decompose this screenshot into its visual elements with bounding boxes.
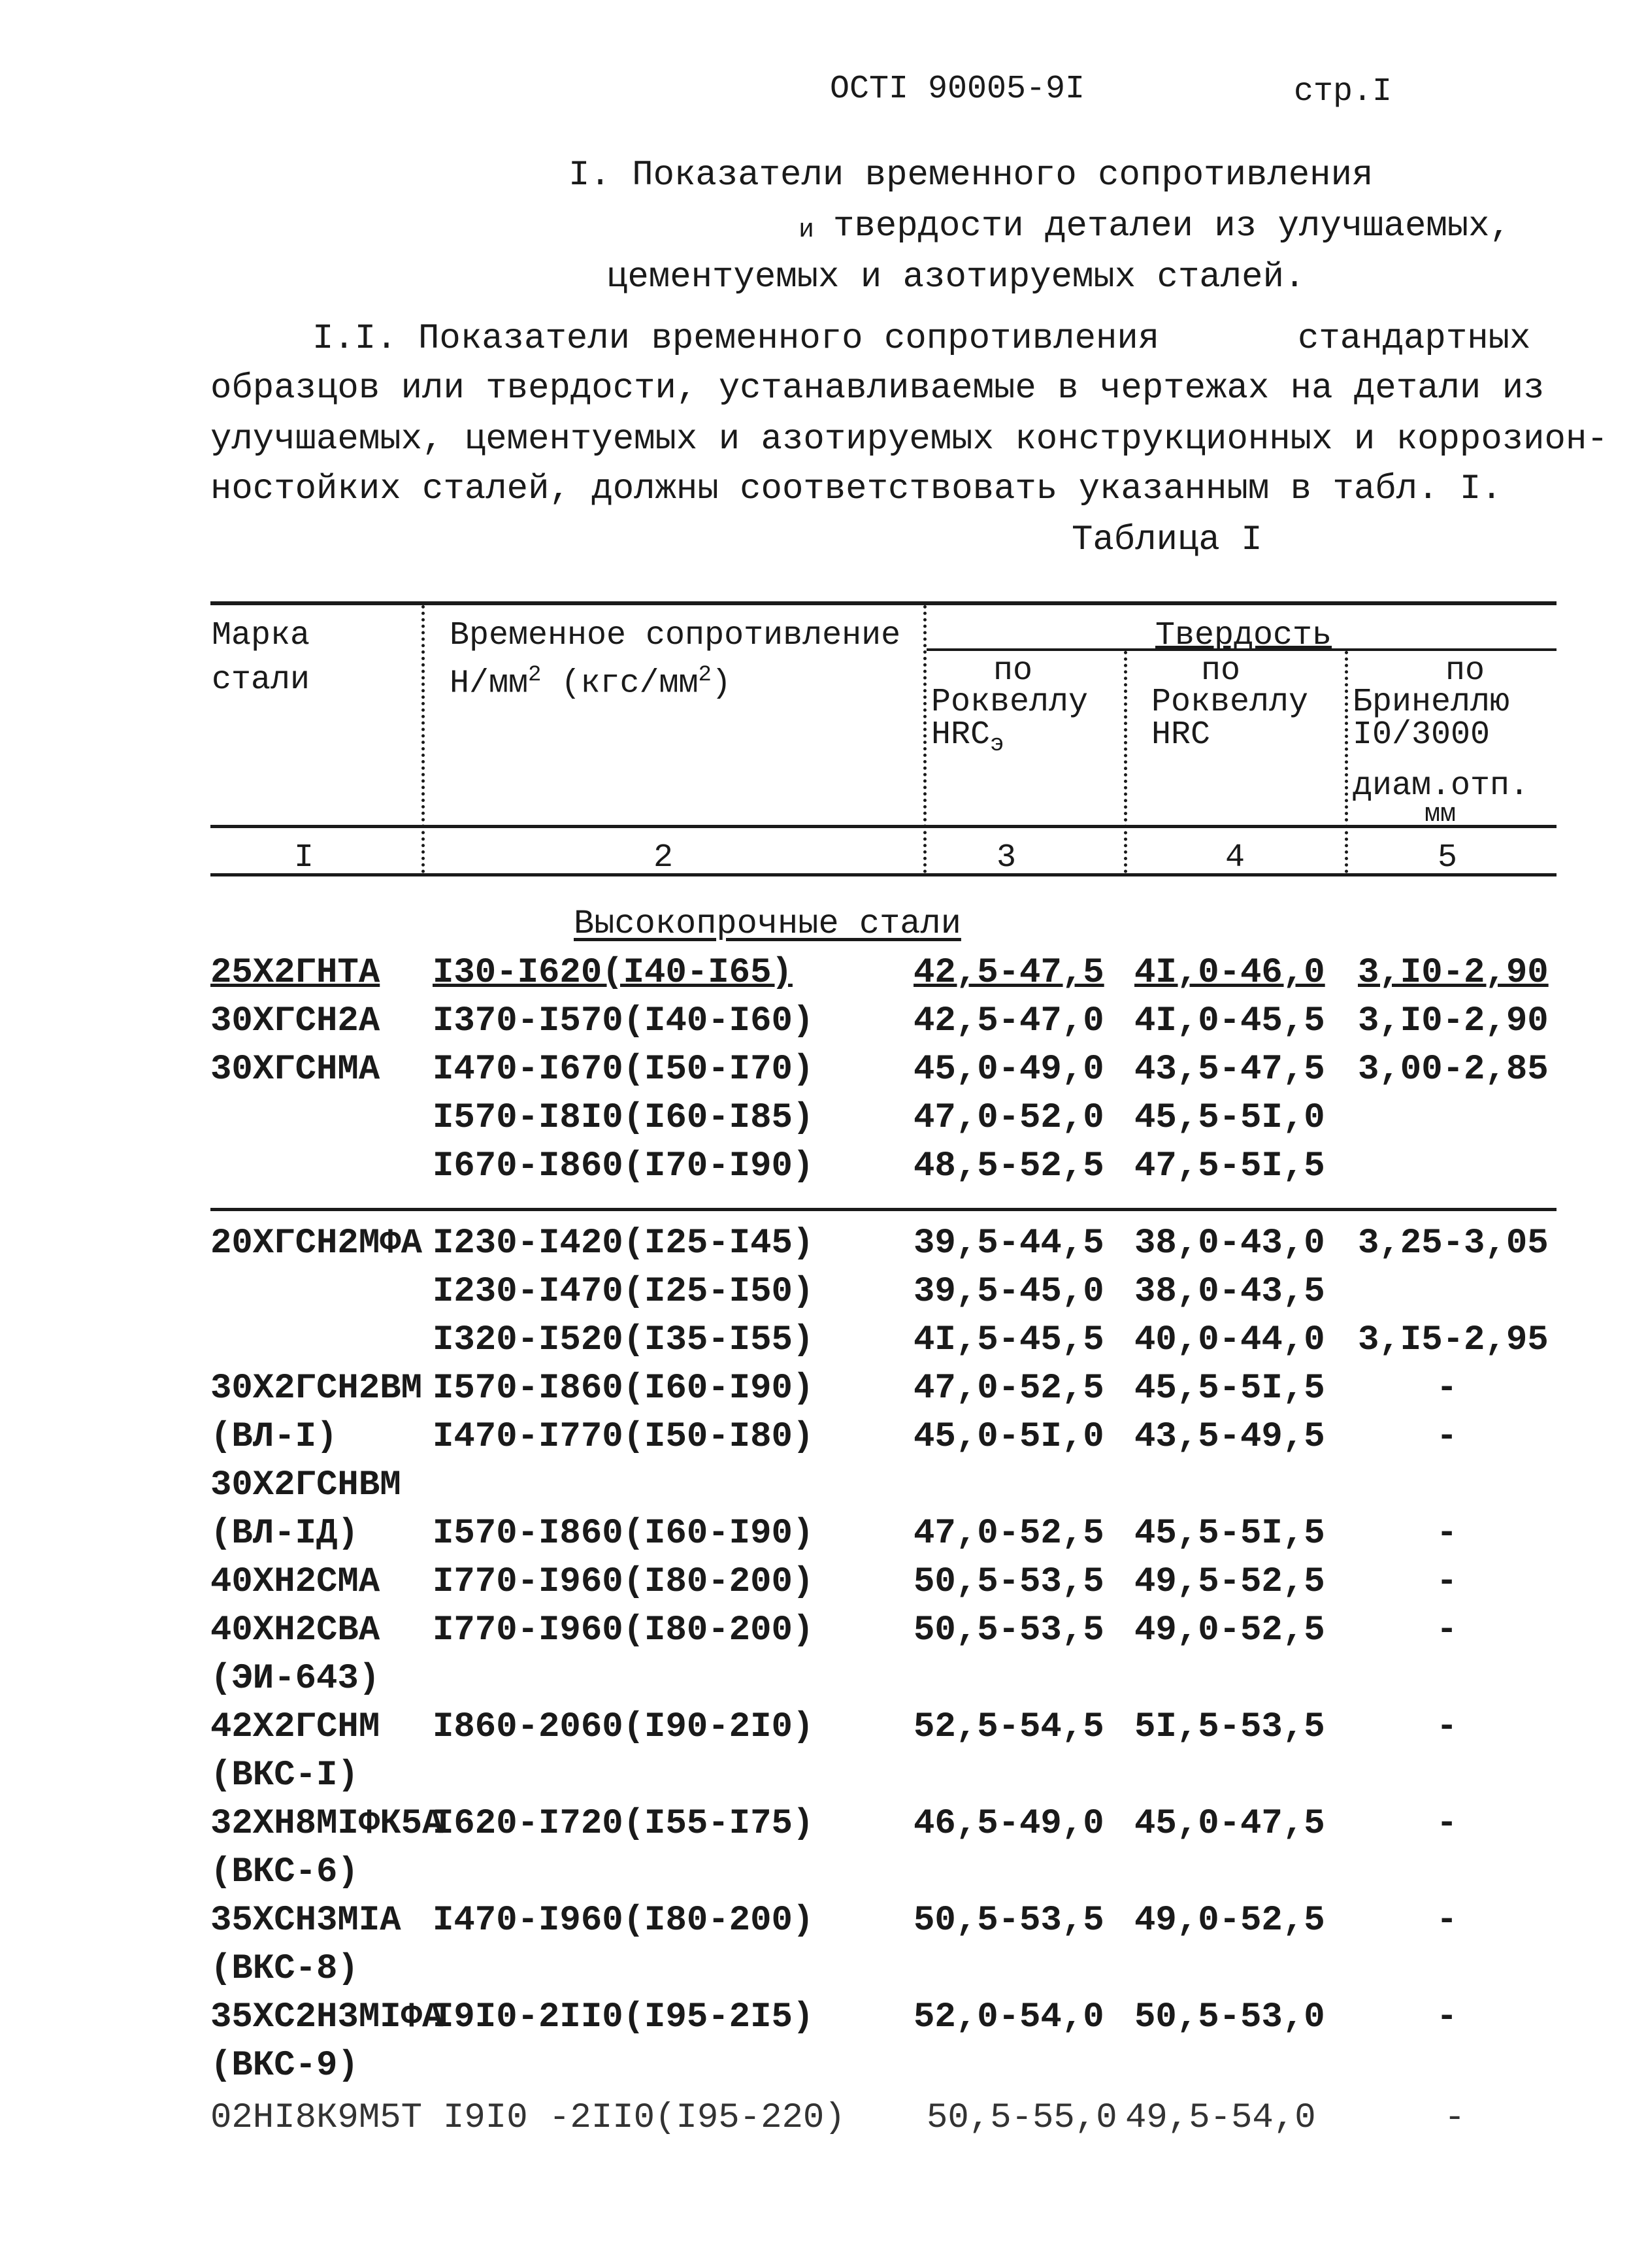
grade-cell: 42Х2ГСНМ: [210, 1707, 380, 1747]
brinell-cell: 3,I5-2,95: [1358, 1320, 1549, 1360]
hrce-cell: 50,5-55,0: [927, 2098, 1117, 2138]
unit-sup-1: 2: [528, 663, 542, 688]
col-number-2: 2: [653, 839, 674, 876]
page-number: стр.I: [1294, 73, 1392, 110]
brinell-cell: 3,00-2,85: [1358, 1050, 1549, 1090]
brinell-cell: -: [1436, 1901, 1458, 1941]
header-hardness: Твердость: [1155, 617, 1332, 654]
brinell-cell: -: [1436, 1514, 1458, 1554]
hrce-cell: 42,5-47,0: [914, 1001, 1104, 1041]
unit-sup-2: 2: [698, 663, 712, 688]
col-divider-3: [1124, 651, 1127, 873]
header-grade-1: Марка: [212, 617, 310, 654]
hrce-cell: 50,5-53,5: [914, 1562, 1104, 1602]
strength-cell: I670-I860(I70-I90): [433, 1146, 814, 1186]
grade-cell: (ВКС-I): [210, 1756, 359, 1795]
header-strength-units: [450, 663, 731, 703]
grade-cell: 02НI8К9М5Т: [210, 2098, 423, 2138]
grade-cell: (ВКС-6): [210, 1852, 359, 1892]
grade-cell: (ВЛ-I): [210, 1417, 338, 1457]
header-brinell-5: мм: [1425, 800, 1457, 829]
grade-cell: 32ХН8МIФК5А: [210, 1804, 444, 1844]
brinell-cell: -: [1436, 1417, 1458, 1457]
strength-cell: I30-I620(I40-I65): [433, 953, 793, 993]
header-bottom-rule: [210, 825, 1557, 828]
unit-nmm: Н/мм: [450, 665, 529, 703]
section-title-line1: I. Показатели временного сопротивления: [568, 156, 1374, 195]
hrce-cell: 50,5-53,5: [914, 1610, 1104, 1650]
hrc-cell: 47,5-5I,5: [1134, 1146, 1325, 1186]
hrc-cell: 49,5-54,0: [1125, 2098, 1316, 2138]
strength-cell: I470-I670(I50-I70): [433, 1050, 814, 1090]
hrc-cell: 4I,0-45,5: [1134, 1001, 1325, 1041]
strength-cell: I620-I720(I55-I75): [433, 1804, 814, 1844]
hrce-cell: 52,5-54,5: [914, 1707, 1104, 1747]
hrc-cell: 49,0-52,5: [1134, 1610, 1325, 1650]
header-hrc-3: НRС: [1151, 716, 1211, 754]
header-hrce-2: Роквеллу: [931, 684, 1089, 721]
brinell-cell: 3,I0-2,90: [1358, 1001, 1549, 1041]
strength-cell: I770-I960(I80-200): [433, 1610, 814, 1650]
hrc-cell: 38,0-43,0: [1134, 1224, 1325, 1263]
col-number-5: 5: [1438, 839, 1458, 876]
strength-cell: I570-I860(I60-I90): [433, 1514, 814, 1554]
grade-cell: 40ХН2СВА: [210, 1610, 380, 1650]
header-strength-1: Временное сопротивление: [450, 617, 901, 654]
strength-cell: I860-2060(I90-2I0): [433, 1707, 814, 1747]
brinell-cell: -: [1436, 1610, 1458, 1650]
strength-cell: I320-I520(I35-I55): [433, 1320, 814, 1360]
paragraph-line2: образцов или твердости, устанавливаемые в чертежах на детали из: [210, 369, 1545, 409]
hrce-cell: 4I,5-45,5: [914, 1320, 1104, 1360]
col-divider-1: [421, 605, 425, 873]
hrc-cell: 45,5-5I,5: [1134, 1514, 1325, 1554]
unit-close: ): [711, 665, 731, 703]
paragraph-line1b: стандартных: [1298, 319, 1531, 359]
brinell-cell: 3,I0-2,90: [1358, 953, 1549, 993]
strength-cell: I470-I770(I50-I80): [433, 1417, 814, 1457]
grade-cell: (ЭИ-643): [210, 1659, 380, 1699]
hrc-cell: 45,5-5I,5: [1134, 1369, 1325, 1409]
grade-cell: (ВКС-9): [210, 2046, 359, 2086]
header-brinell-2: Бринеллю: [1353, 684, 1510, 721]
hrc-cell: 5I,5-53,5: [1134, 1707, 1325, 1747]
brinell-cell: -: [1436, 1804, 1458, 1844]
grade-cell: 30Х2ГСН2ВМ: [210, 1369, 423, 1409]
table-top-rule: [210, 601, 1557, 605]
brinell-cell: -: [1436, 1707, 1458, 1747]
hrce-cell: 47,0-52,5: [914, 1514, 1104, 1554]
brinell-cell: -: [1444, 2098, 1466, 2138]
hrc-cell: 45,0-47,5: [1134, 1804, 1325, 1844]
col-divider-4: [1345, 651, 1348, 873]
hrc-cell: 43,5-49,5: [1134, 1417, 1325, 1457]
grade-cell: 40ХН2СМА: [210, 1562, 380, 1602]
hrc-cell: 38,0-43,5: [1134, 1272, 1325, 1312]
paragraph-line3: улучшаемых, цементуемых и азотируемых конструкционных и коррозион-: [210, 420, 1608, 459]
strength-cell: I570-I8I0(I60-I85): [433, 1098, 814, 1138]
grade-cell: 35ХС2Н3МIФА: [210, 1997, 444, 2037]
strength-cell: I9I0 -2II0(I95-220): [443, 2098, 846, 2138]
hrce-cell: 47,0-52,0: [914, 1098, 1104, 1138]
hrce-cell: 45,0-49,0: [914, 1050, 1104, 1090]
header-hrc-2: Роквеллу: [1151, 684, 1309, 721]
hrce-cell: 47,0-52,5: [914, 1369, 1104, 1409]
col-number-3: 3: [997, 839, 1017, 876]
hrce-cell: 39,5-44,5: [914, 1224, 1104, 1263]
grade-cell: 35ХСН3МIА: [210, 1901, 401, 1941]
strength-cell: I770-I960(I80-200): [433, 1562, 814, 1602]
hrce-cell: 42,5-47,5: [914, 953, 1104, 993]
grade-cell: 30ХГСНМА: [210, 1050, 380, 1090]
hrce-cell: 39,5-45,0: [914, 1272, 1104, 1312]
brinell-cell: 3,25-3,05: [1358, 1224, 1549, 1263]
document-code: ОСТI 90005-9I: [830, 71, 1085, 108]
header-hrce-1: по: [993, 652, 1033, 690]
hrc-cell: 50,5-53,0: [1134, 1997, 1325, 2037]
col-divider-2: [923, 605, 927, 873]
strength-cell: I230-I420(I25-I45): [433, 1224, 814, 1263]
hrc-cell: 49,5-52,5: [1134, 1562, 1325, 1602]
section-label: Высокопрочные стали: [574, 905, 961, 943]
col-number-4: 4: [1225, 839, 1245, 876]
paragraph-line4: ностойких сталей, должны соответствовать указанным в табл. I.: [210, 469, 1502, 509]
hrce-cell: 45,0-5I,0: [914, 1417, 1104, 1457]
hrce-cell: 48,5-52,5: [914, 1146, 1104, 1186]
section-title-line3: цементуемых и азотируемых сталей.: [606, 258, 1306, 297]
header-brinell-1: по: [1445, 652, 1485, 690]
hrce-cell: 50,5-53,5: [914, 1901, 1104, 1941]
brinell-cell: -: [1436, 1997, 1458, 2037]
grade-cell: 20ХГСН2МФА: [210, 1224, 423, 1263]
hrce-cell: 52,0-54,0: [914, 1997, 1104, 2037]
strength-cell: I570-I860(I60-I90): [433, 1369, 814, 1409]
header-brinell-4: диам.отп.: [1353, 767, 1530, 805]
grade-cell: 25Х2ГНТА: [210, 953, 380, 993]
header-hrc-1: по: [1201, 652, 1241, 690]
section-title-line2: твердости деталеи из улучшаемых,: [833, 207, 1511, 246]
header-hrce-3: [931, 716, 1004, 758]
strength-cell: I370-I570(I40-I60): [433, 1001, 814, 1041]
strength-cell: I470-I960(I80-200): [433, 1901, 814, 1941]
hrc-cell: 45,5-5I,0: [1134, 1098, 1325, 1138]
hrce-sub: э: [990, 731, 1004, 758]
grade-cell: 30ХГСН2А: [210, 1001, 380, 1041]
header-grade-2: стали: [212, 661, 310, 699]
hrce-label: НRС: [931, 716, 991, 754]
hrc-cell: 49,0-52,5: [1134, 1901, 1325, 1941]
strength-cell: I9I0-2II0(I95-2I5): [433, 1997, 814, 2037]
col-number-rule: [210, 873, 1557, 876]
col-number-1: I: [294, 839, 314, 876]
grade-cell: 30Х2ГСНВМ: [210, 1465, 401, 1505]
grade-cell: (ВЛ-IД): [210, 1514, 359, 1554]
brinell-cell: -: [1436, 1562, 1458, 1602]
section-title-prefix: и: [799, 216, 815, 245]
hrc-cell: 40,0-44,0: [1134, 1320, 1325, 1360]
paragraph-line1a: I.I. Показатели временного сопротивления: [312, 319, 1160, 359]
strength-cell: I230-I470(I25-I50): [433, 1272, 814, 1312]
table-label: Таблица I: [1072, 520, 1262, 560]
unit-kgs: (кгс/мм: [541, 665, 699, 703]
header-brinell-3: I0/3000: [1353, 716, 1491, 754]
hrc-cell: 43,5-47,5: [1134, 1050, 1325, 1090]
hrc-cell: 4I,0-46,0: [1134, 953, 1325, 993]
grade-cell: (ВКС-8): [210, 1949, 359, 1989]
brinell-cell: -: [1436, 1369, 1458, 1409]
group-separator: [210, 1208, 1557, 1211]
hrce-cell: 46,5-49,0: [914, 1804, 1104, 1844]
